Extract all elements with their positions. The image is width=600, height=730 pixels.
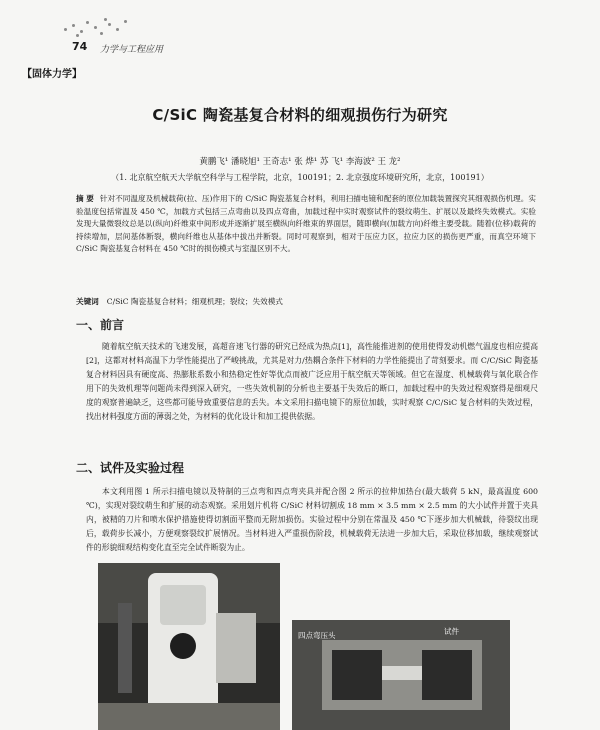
figure-2-fixture-photo <box>292 620 510 730</box>
specimen-label: 试件 <box>444 627 459 636</box>
abstract-label: 摘 要 <box>76 194 94 203</box>
abstract <box>76 193 536 256</box>
abstract-text: 针对不同温度及机械载荷(拉、压)作用下的 C/SiC 陶瓷基复合材料，利用扫描电镜和配套的原位加载装置探究其细观损伤机理。实验温度包括常温及 450 ℃，加载方式包括三点弯曲以及四点弯曲，加载过程中实时观察试件的裂纹萌生、扩展以及最终失效模式。实验发现大量微裂纹总是以(纵向)纤维束中间形成并逐渐扩展至横纵向纤维束的界面层，随即横向(加载方向)纤维主要受载。随着(位移)载荷的持续增加，层间基体断裂，横向纤维也从基体中拔出并断裂。同时可观察到，相对于压应力区，拉应力区的损伤更严重，而真空环境下 C/SiC 陶瓷基复合材料在 450 ℃时的损伤模式与室温区别不大。 <box>76 194 536 254</box>
keywords <box>76 296 536 307</box>
section-heading-introduction: 一、前言 <box>76 318 125 332</box>
paper-title: C/SiC 陶瓷基复合材料的细观损伤行为研究 <box>152 106 448 124</box>
page-number: 74 <box>72 40 88 53</box>
affiliations: （1. 北京航空航天大学航空科学与工程学院，北京，100191；2. 北京强度环境研究所，北京，100191） <box>111 173 489 182</box>
section-tag: 【固体力学】 <box>22 69 82 80</box>
figure-1-sem-photo <box>98 563 280 730</box>
keywords-text: C/SiC 陶瓷基复合材料；细观机理；裂纹；失效模式 <box>106 297 283 306</box>
section-body-introduction: 随着航空航天技术的飞速发展，高超音速飞行器的研究已经成为热点[1]，高性能推进剂的使用使得发动机燃气温度也相应提高[2]，这都对材料高温下力学性能提出了严峻挑战，尤其是对力/热耦合条件下材料的力学性能提出了苛刻要求。而 C/C/SiC 陶瓷基复合材料因具有硬度高、热膨胀系数小和热稳定性好等优点而被广泛应用于航空航天等领域。但它在湿度、机械载荷与氧化联合作用下的失效机理等问题尚未得到深入研究，一些失效机制的分析也主要基于失效后的断口，加载过程中的失效过程观察得是细观尺度的观察普遍缺乏，这些都可能导致重要信息的丢失。本文采用扫描电镜下的原位加载，实时观察 C/C/SiC 复合材料的失效过程，找出材料强度方面的薄弱之处，为材料的优化设计和加工提供依据。 <box>86 342 538 421</box>
keywords-label: 关键词 <box>76 297 99 306</box>
fixture-label: 四点弯压头 <box>298 631 336 640</box>
section-heading-experiment: 二、试件及实验过程 <box>76 461 185 475</box>
header-dots-decoration <box>64 18 134 40</box>
journal-name: 力学与工程应用 <box>100 45 164 55</box>
author-list: 黄鹏飞¹ 潘晓旭¹ 王奇志¹ 张 烨¹ 苏 飞¹ 李海波² 王 龙² <box>199 157 401 167</box>
section-body-experiment: 本文利用图 1 所示扫描电镜以及特制的三点弯和四点弯夹具并配合图 2 所示的拉伸加热台(最大载荷 5 kN，最高温度 600 ℃)，实现对裂纹萌生和扩展的动态观察。采用划片机将 C/SiC 材料切割成 18 mm × 3.5 mm × 2.5 mm 的大小试件并置于夹具内，被精的刀片和喷水保护措施使得切割面平整而无附加损伤。实验过程中分别在常温及 450 ℃下逐步加大机械载，待裂纹出现后，载荷步长减小，方便观察裂纹扩展情况。当材料进入严重损伤阶段，机械载荷无法进一步加大后，采取位移加载，继续观察试件的形貌细观结构变化直至完全试件断裂为止。 <box>86 487 538 552</box>
